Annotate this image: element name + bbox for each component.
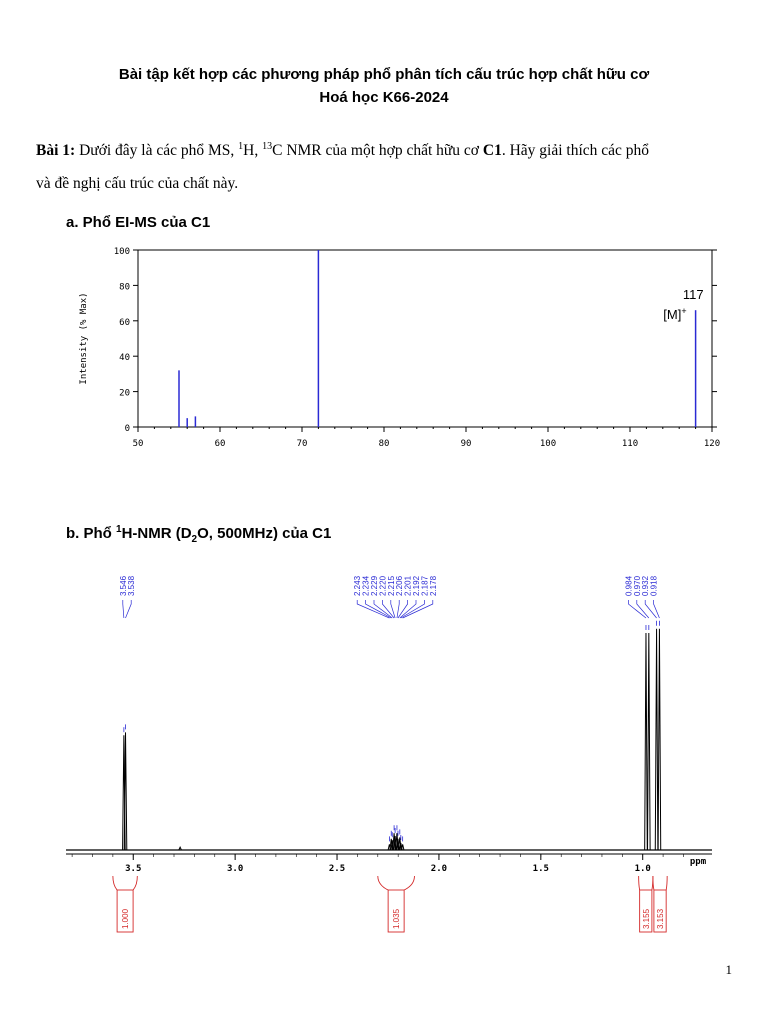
nmr-tick-label: 2.0 — [430, 864, 448, 874]
problem-sup-1: 1 — [238, 141, 244, 152]
ms-y-tick-label: 80 — [119, 282, 130, 293]
problem-text-d: . Hãy giải thích các phổ — [501, 142, 650, 160]
nmr-peak — [655, 629, 658, 850]
problem-text-b: H, — [243, 142, 263, 160]
ms-x-tick-label: 100 — [539, 439, 557, 449]
problem-statement — [36, 130, 736, 200]
nmr-peak-label: 2.243 — [353, 575, 363, 596]
ms-annotation-ion-text: [M] — [663, 307, 682, 323]
ms-x-tick-label: 60 — [214, 439, 226, 449]
nmr-integral-bracket — [653, 876, 667, 890]
ms-y-tick-label: 20 — [119, 388, 130, 399]
document-subtitle: Hoá học K66-2024 — [319, 89, 449, 106]
nmr-peak-label: 3.538 — [127, 575, 137, 596]
nmr-peak — [648, 633, 651, 850]
nmr-heading-post: O, 500MHz) của C1 — [197, 525, 332, 542]
nmr-heading-sub: 2 — [191, 534, 198, 545]
page-number: 1 — [725, 962, 732, 977]
problem-text-a: Dưới đây là các phổ MS, — [75, 142, 239, 160]
nmr-peak-label: 0.984 — [624, 575, 634, 596]
nmr-integral-value: 1.035 — [392, 908, 402, 929]
nmr-peak-label: 2.215 — [386, 575, 396, 596]
nmr-peak-label: 2.178 — [428, 575, 438, 596]
nmr-peak-label-connector — [628, 600, 646, 618]
ms-annotation-ion-sup: + — [681, 306, 687, 317]
ms-peaks — [179, 250, 696, 427]
nmr-heading-sup: 1 — [116, 524, 122, 535]
nmr-peak-label: 0.932 — [641, 575, 651, 596]
ms-annotation-mass: 117 — [682, 287, 704, 303]
nmr-peak-label-connector — [123, 600, 124, 618]
nmr-peak-labels — [119, 575, 660, 618]
nmr-axis-unit: ppm — [689, 857, 707, 867]
ms-x-tick-label: 110 — [621, 439, 639, 449]
ms-axes — [79, 247, 720, 449]
ms-chart — [0, 236, 768, 516]
ms-labels — [663, 287, 703, 322]
nmr-peak-label-connector — [357, 600, 389, 618]
nmr-heading — [66, 524, 331, 545]
ms-heading: a. Phổ EI-MS của C1 — [66, 214, 211, 231]
nmr-tick-label: 1.5 — [532, 864, 549, 874]
nmr-peak-label: 0.970 — [632, 575, 642, 596]
nmr-peak-label: 2.187 — [420, 575, 430, 596]
nmr-peak-label: 2.234 — [361, 575, 371, 596]
nmr-heading-mid: H-NMR (D — [121, 525, 192, 542]
nmr-peak-label: 2.220 — [378, 575, 388, 596]
nmr-peak-label-connector — [403, 600, 433, 618]
problem-label: Bài 1: — [36, 142, 76, 160]
nmr-peak-label: 2.206 — [395, 575, 405, 596]
ms-x-tick-label: 120 — [703, 439, 721, 449]
nmr-heading-pre: b. Phổ — [66, 525, 116, 542]
nmr-peak-label: 2.192 — [412, 575, 421, 596]
nmr-peak-label-connector — [397, 600, 399, 618]
nmr-integral-value: 1.000 — [121, 908, 131, 929]
ms-y-tick-label: 40 — [119, 353, 130, 364]
nmr-peak-label: 2.201 — [403, 575, 413, 596]
ms-annotation-ion — [663, 306, 686, 322]
ms-frame — [138, 250, 712, 427]
nmr-peak-label: 2.229 — [370, 575, 379, 596]
nmr-integral-value: 3.153 — [656, 908, 666, 929]
nmr-chart — [0, 560, 768, 950]
nmr-integral-bracket — [113, 876, 137, 890]
nmr-integral-bracket — [378, 876, 415, 890]
problem-compound: C1 — [482, 142, 502, 160]
nmr-peak — [645, 633, 648, 850]
nmr-integral-value: 3.155 — [641, 908, 651, 929]
nmr-peak-label: 0.918 — [649, 575, 659, 596]
ms-x-tick-label: 90 — [460, 439, 472, 449]
nmr-tick-label: 1.0 — [634, 864, 651, 874]
problem-line-2: và đề nghị cấu trúc của chất này. — [36, 175, 239, 193]
nmr-axis — [66, 854, 712, 874]
nmr-integral-bracket — [639, 876, 653, 890]
nmr-peak — [658, 629, 661, 850]
ms-y-tick-label: 0 — [124, 424, 130, 434]
ms-x-tick-label: 50 — [132, 439, 144, 449]
ms-x-tick-label: 70 — [296, 439, 308, 449]
nmr-tick-label: 3.0 — [227, 864, 244, 874]
ms-y-axis-label: Intensity (% Max) — [79, 292, 89, 385]
document-title: Bài tập kết hợp các phương pháp phổ phân tích cấu trúc hợp chất hữu cơ — [118, 66, 650, 83]
nmr-peak-label-connector — [126, 600, 132, 618]
nmr-tick-label: 3.5 — [125, 864, 142, 874]
nmr-integrals — [113, 876, 667, 932]
ms-x-tick-label: 80 — [378, 439, 390, 449]
nmr-tick-label: 2.5 — [328, 864, 346, 874]
ms-y-tick-label: 60 — [119, 317, 130, 328]
nmr-peak-label: 3.546 — [118, 575, 128, 596]
nmr-peak — [124, 732, 127, 850]
problem-sup-13: 13 — [262, 141, 273, 152]
nmr-spectrum — [66, 621, 712, 850]
problem-text-c: C NMR của một hợp chất hữu cơ — [272, 142, 483, 160]
ms-y-tick-label: 100 — [113, 247, 130, 257]
